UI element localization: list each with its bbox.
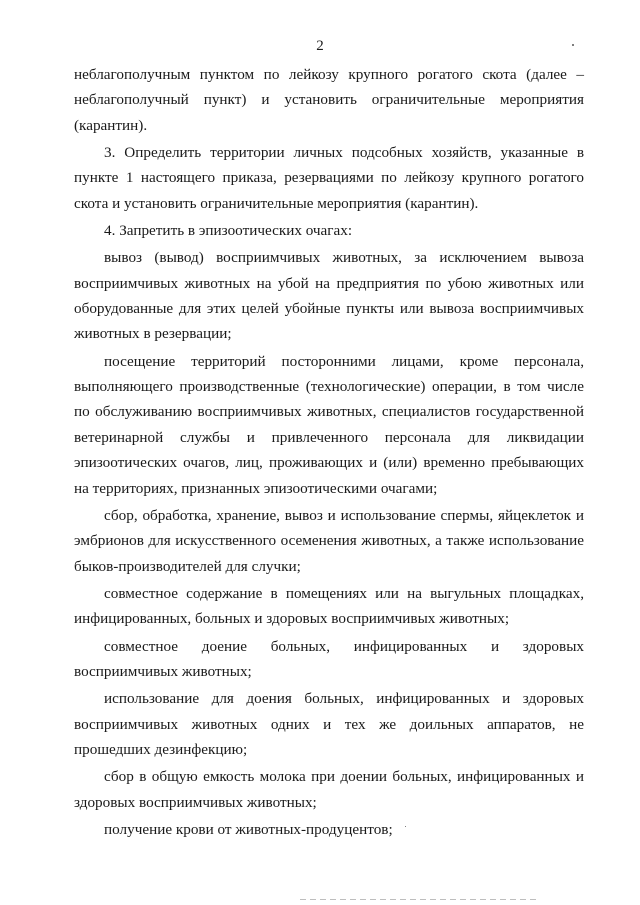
- paragraph-item-3: 3. Определить территории личных подсобных хозяйств, указанные в пункте 1 настоящего приказа, резервациями по лейкозу крупного рогатого скота и установить ограничительные мероприятия (карантин).: [74, 144, 584, 212]
- prohibition-joint-milking: совместное доение больных, инфицированных и здоровых восприимчивых животных;: [74, 637, 584, 680]
- scan-speck: [572, 44, 574, 46]
- prohibition-export: вывоз (вывод) восприимчивых животных, за исключением вывоза восприимчивых животных на убой на предприятия по убою животных или оборудованные для этих целей убойные пункты или вывоза восприимчивых животных в резервации;: [74, 249, 584, 343]
- scan-edge-artifact: [300, 899, 540, 900]
- prohibition-joint-keeping: совместное содержание в помещениях или на выгульных площадках, инфицированных, больных и здоровых восприимчивых животных;: [74, 584, 584, 628]
- prohibition-visits: посещение территорий посторонними лицами, кроме персонала, выполняющего производственные (технологические) операции, в том числе по обслуживанию восприимчивых животных, специалистов государственной ветеринарной службы и привлеченного персонала для ликвидации эпизоотических очагов, лиц, проживающих и (или) временно пребывающих на территориях, признанных эпизоотическими очагами;: [74, 352, 584, 497]
- prohibition-milking-machines: использование для доения больных, инфицированных и здоровых восприимчивых животных одних и тех же доильных аппаратов, не прошедших дезинфекцию;: [74, 690, 584, 758]
- page-number: 2: [316, 38, 324, 54]
- prohibition-semen: сбор, обработка, хранение, вывоз и использование спермы, яйцеклеток и эмбрионов для искусственного осеменения животных, а также использование быков-производителей для случки;: [74, 506, 584, 575]
- prohibition-blood: получение крови от животных-продуцентов;: [104, 820, 393, 838]
- document-body: [74, 62, 584, 842]
- prohibition-milk-collection: сбор в общую емкость молока при доении больных, инфицированных и здоровых восприимчивых животных;: [74, 768, 584, 811]
- paragraph-item-4: 4. Запретить в эпизоотических очагах:: [104, 222, 353, 240]
- paragraph-continuation: неблагополучным пунктом по лейкозу крупного рогатого скота (далее – неблагополучный пункт) и установить ограничительные мероприятия (карантин).: [74, 66, 584, 134]
- scan-speck: [405, 826, 406, 827]
